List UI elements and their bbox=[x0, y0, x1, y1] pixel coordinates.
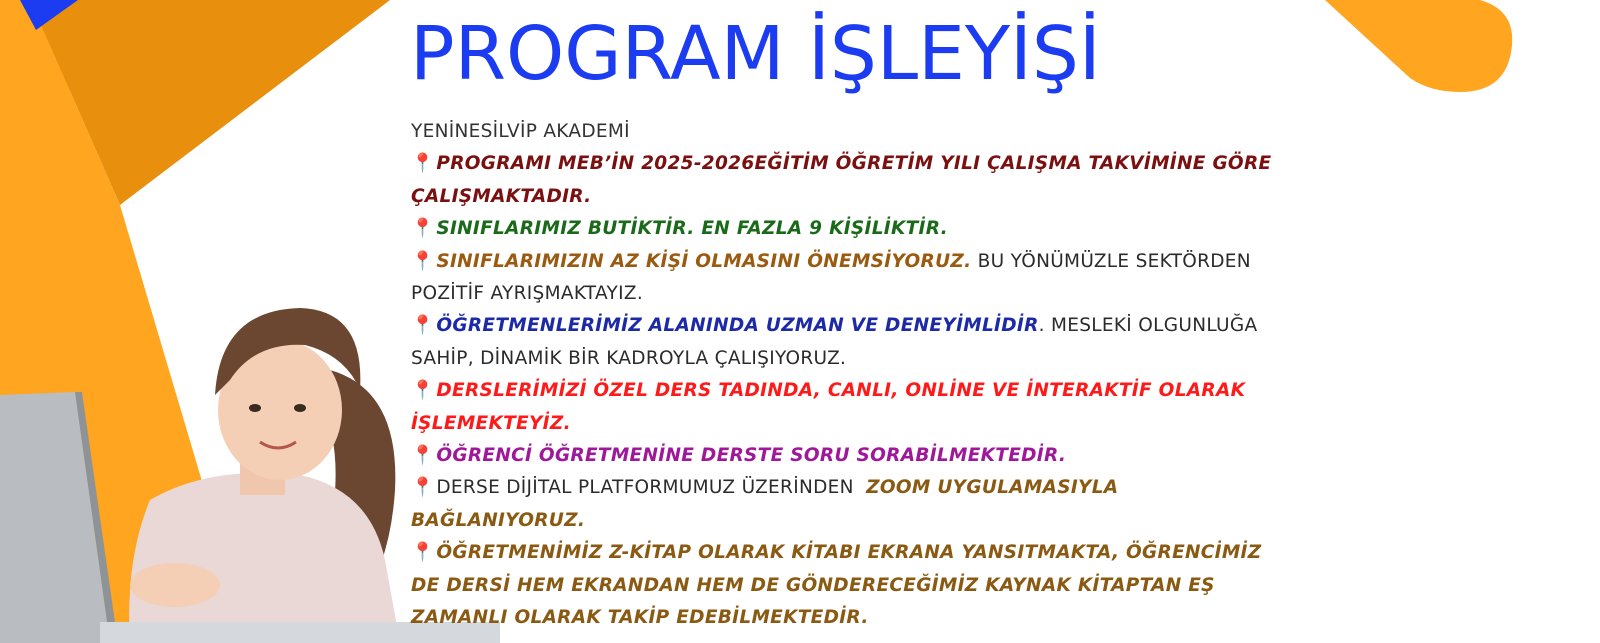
list-item bbox=[411, 440, 1291, 472]
hand bbox=[130, 563, 220, 607]
pin-icon: 📍 bbox=[411, 477, 435, 499]
pin-icon: 📍 bbox=[411, 218, 435, 240]
item-highlight: PROGRAMI MEB’İN 2025-2026EĞİTİM ÖĞRETİM YILI ÇALIŞMA TAKVİMİNE GÖRE ÇALIŞMAKTADIR. bbox=[411, 153, 1272, 207]
page-title: PROGRAM İŞLEYİŞİ bbox=[410, 11, 1101, 97]
academy-name: YENİNESİLVİP AKADEMİ bbox=[411, 121, 630, 142]
pin-icon: 📍 bbox=[411, 153, 435, 175]
item-text: BU YÖNÜMÜZLE SEKTÖRDEN POZİTİF AYRIŞMAKTAYIZ. bbox=[411, 250, 1251, 305]
right-orange-bar-shape bbox=[1325, 0, 1512, 92]
list-item bbox=[411, 472, 1291, 537]
list-item bbox=[411, 213, 1291, 245]
item-highlight: ÖĞRETMENİMİZ Z-KİTAP OLARAK KİTABI EKRANA YANSITMAKTA, ÖĞRENCİMİZ DE DERSİ HEM EKRANDAN HEM DE GÖNDERECEĞİMİZ KAYNAK KİTAPTAN EŞ ZAMANLI OLARAK TAKİP EDEBİLMEKTEDİR. bbox=[411, 542, 1262, 629]
list-item bbox=[411, 246, 1291, 311]
program-info-list bbox=[411, 116, 1291, 635]
list-item bbox=[411, 310, 1291, 375]
item-highlight: SINIFLARIMIZIN AZ KİŞİ OLMASINI ÖNEMSİYORUZ. bbox=[436, 250, 972, 272]
item-highlight: ÖĞRENCİ ÖĞRETMENİNE DERSTE SORU SORABİLMEKTEDİR. bbox=[436, 445, 1067, 467]
list-item bbox=[411, 375, 1291, 440]
right-eye bbox=[294, 404, 306, 412]
item-highlight: DERSLERİMİZİ ÖZEL DERS TADINDA, CANLI, ONLİNE VE İNTERAKTİF OLARAK İŞLEMEKTEYİZ. bbox=[411, 380, 1246, 434]
pin-icon: 📍 bbox=[411, 250, 435, 272]
item-text: . MESLEKİ OLGUNLUĞA SAHİP, DİNAMİK BİR KADROYLA ÇALIŞIYORUZ. bbox=[411, 315, 1258, 369]
pin-icon: 📍 bbox=[411, 445, 435, 467]
item-highlight: SINIFLARIMIZ BUTİKTİR. EN FAZLA 9 KİŞİLİKTİR. bbox=[436, 218, 948, 240]
pin-icon: 📍 bbox=[411, 542, 435, 564]
item-highlight: ÖĞRETMENLERİMİZ ALANINDA UZMAN VE DENEYİMLİDİR bbox=[436, 315, 1039, 337]
pin-icon: 📍 bbox=[411, 380, 435, 402]
pin-icon: 📍 bbox=[411, 315, 435, 337]
list-item bbox=[411, 148, 1291, 213]
list-item bbox=[411, 537, 1291, 634]
item-highlight: ZOOM UYGULAMASIYLA BAĞLANIYORUZ. bbox=[411, 477, 1119, 531]
left-eye bbox=[249, 404, 261, 412]
item-lead: DERSE DİJİTAL PLATFORMUMUZ ÜZERİNDEN bbox=[436, 477, 867, 499]
